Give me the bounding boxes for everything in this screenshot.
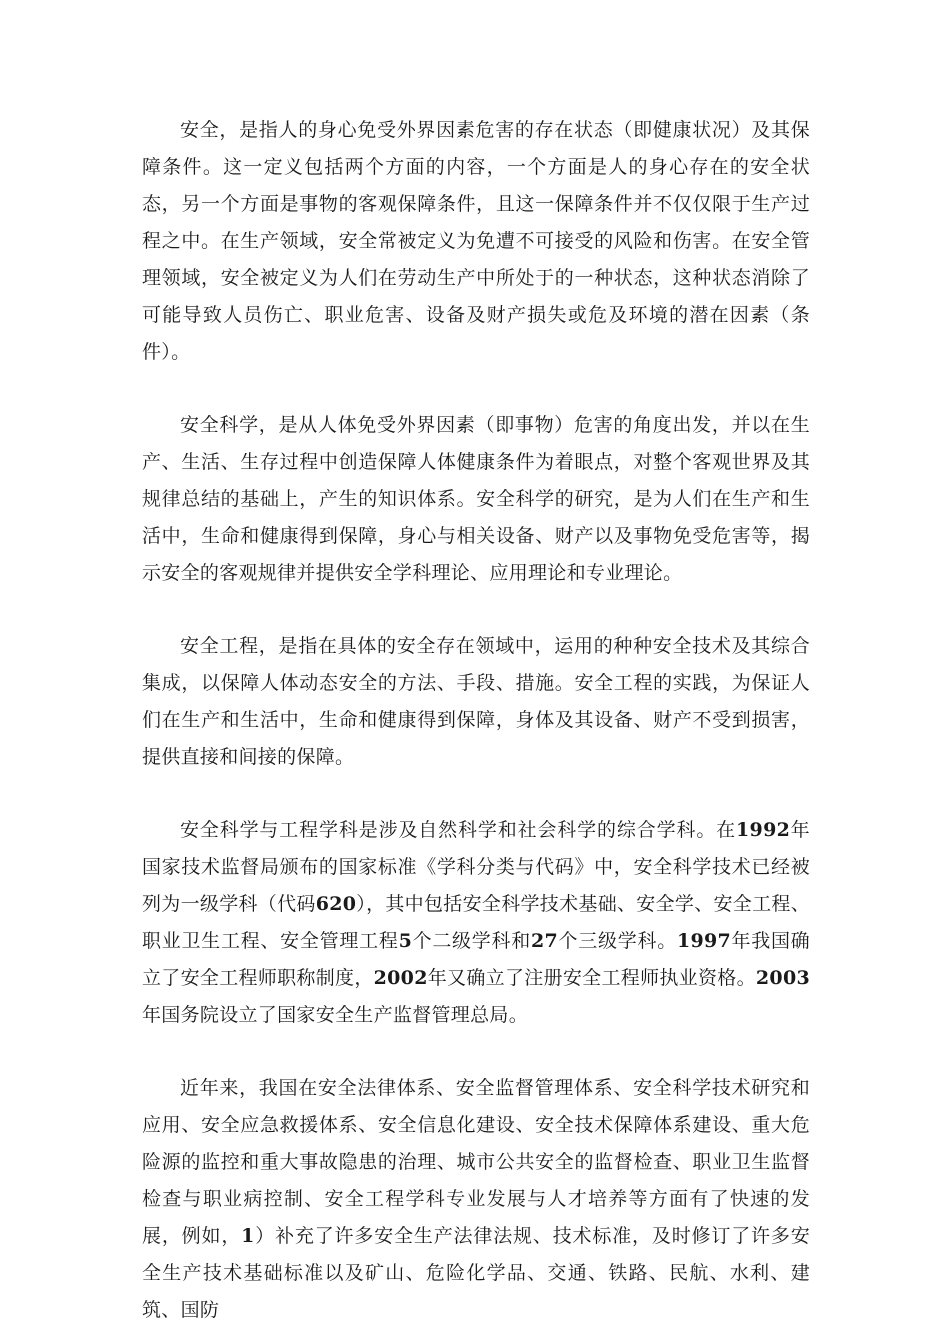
number-text: 5 bbox=[398, 930, 413, 952]
number-text: 620 bbox=[315, 893, 357, 915]
number-text: 27 bbox=[531, 930, 559, 952]
paragraph-safety-definition: 安全，是指人的身心免受外界因素危害的存在状态（即健康状况）及其保障条件。这一定义包括两个方面的内容，一个方面是人的身心存在的安全状态，另一个方面是事物的客观保障条件，且这一保障条件并不仅仅限于生产过程之中。在生产领域，安全常被定义为免遭不可接受的风险和伤害。在安全管理领域，安全被定义为人们在劳动生产中所处于的一种状态，这种状态消除了可能导致人员伤亡、职业危害、设备及财产损失或危及环境的潜在因素（条件）。 bbox=[142, 119, 810, 363]
paragraph-discipline-history: 安全科学与工程学科是涉及自然科学和社会科学的综合学科。在1992年国家技术监督局颁布的国家标准《学科分类与代码》中，安全科学技术已经被列为一级学科（代码620），其中包括安全科学技术基础、安全学、安全工程、职业卫生工程、安全管理工程5个二级学科和27个三级学科。1997年我国确立了安全工程师职称制度，2002年又确立了注册安全工程师执业资格。2003年国务院设立了国家安全生产监督管理总局。 bbox=[142, 819, 811, 1026]
number-text: 1997 bbox=[676, 930, 732, 952]
number-text: 2002 bbox=[373, 967, 428, 989]
number-text: 1992 bbox=[736, 819, 791, 841]
paragraph-recent-development: 近年来，我国在安全法律体系、安全监督管理体系、安全科学技术研究和应用、安全应急救援体系、安全信息化建设、安全技术保障体系建设、重大危险源的监控和重大事故隐患的治理、城市公共安全的监督检查、职业卫生监督检查与职业病控制、安全工程学科专业发展与人才培养等方面有了快速的发展，例如，1）补充了许多安全生产法律法规、技术标准，及时修订了许多安全生产技术基础标准以及矿山、危险化学品、交通、铁路、民航、水利、建筑、国防 bbox=[142, 1077, 810, 1321]
paragraph-safety-engineering: 安全工程，是指在具体的安全存在领域中，运用的种种安全技术及其综合集成，以保障人体动态安全的方法、手段、措施。安全工程的实践，为保证人们在生产和生活中，生命和健康得到保障，身体及其设备、财产不受到损害，提供直接和间接的保障。 bbox=[142, 635, 810, 768]
paragraph-safety-science: 安全科学，是从人体免受外界因素（即事物）危害的角度出发，并以在生产、生活、生存过程中创造保障人体健康条件为着眼点，对整个客观世界及其规律总结的基础上，产生的知识体系。安全科学的研究，是为人们在生产和生活中，生命和健康得到保障，身心与相关设备、财产以及事物免受危害等，揭示安全的客观规律并提供安全学科理论、应用理论和专业理论。 bbox=[142, 414, 810, 584]
number-text: 1 bbox=[241, 1225, 255, 1247]
number-text: 2003 bbox=[755, 967, 810, 989]
